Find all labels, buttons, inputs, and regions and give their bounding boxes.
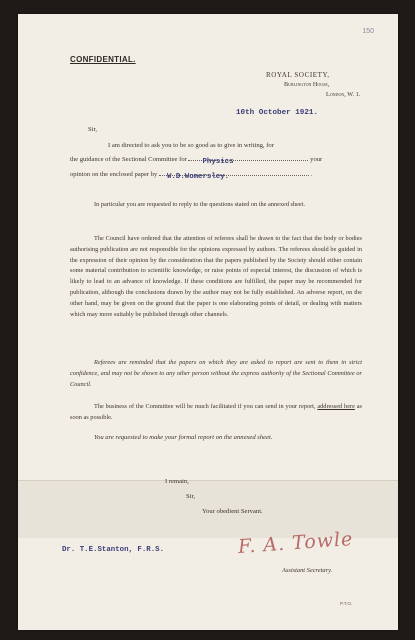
letter-sheet	[18, 14, 398, 630]
footer-code: P.T.O.	[340, 601, 353, 606]
address-line-3: London, W. 1.	[326, 91, 361, 98]
body-p1-text-c: your	[310, 156, 323, 163]
committee-blank	[188, 158, 308, 166]
recipient: Dr. T.E.Stanton, F.R.S.	[62, 546, 165, 554]
closing-line-3: Your obedient Servant.	[202, 508, 263, 515]
fold-line	[18, 480, 398, 481]
signatory-title: Assistant Secretary.	[282, 567, 333, 574]
body-p1-line1: I am directed to ask you to be so good as to give in writing, for	[108, 142, 274, 149]
signature: F. A. Towle	[237, 528, 354, 558]
body-p2: In particular you are requested to reply to the questions stated on the annexed sheet.	[94, 201, 306, 208]
body-p1-line2	[70, 154, 322, 165]
body-p3: The Council have ordered that the attention of referees shall be drawn to the fact that the body or bodies authorising publication are not responsible for the opinions expressed by authors. The referees should be guided in the expression of their opinion by the consideration that the papers published by the Society should either contain some material contribution to scientific knowledge, or raise points of especial interest, the discussion of which is likely to lead to an advance of knowledge. If these conditions are fulfilled, the paper may be recommended for publication, although the conclusions drawn by the author may not be fully established. An adverse report, on the other hand, may be given on the ground that the paper is one elaborating points of detail, or dealing with matters which may more suitably be published through other channels.	[70, 235, 362, 318]
body-p1-text-e: .	[310, 171, 313, 178]
address-line-1: ROYAL SOCIETY,	[266, 71, 330, 79]
closing-line-1: I remain,	[165, 478, 189, 485]
body-p1-text-d: opinion on the enclosed paper by	[70, 171, 158, 178]
body-p4: Referees are reminded that the papers on which they are asked to report are sent to them in strict confidence, and may not be shown to any other person without the express authority of the Sectional Committee or Council.	[70, 359, 362, 388]
closing-line-2: Sir,	[186, 493, 196, 500]
body-p1-line3	[70, 169, 312, 180]
confidential-heading: CONFIDENTIAL.	[70, 55, 136, 64]
body-p5-text-a: The business of the Committee will be much facilitated if you can send in your report,	[94, 403, 316, 410]
committee-name: Physics	[202, 158, 234, 166]
salutation: Sir,	[88, 126, 98, 133]
body-p5-text-c: as soon as possible.	[70, 403, 363, 421]
author-name: W.D.Womersley.	[167, 173, 230, 181]
address-line-2: Burlington House,	[284, 81, 330, 88]
margin-note: 150	[362, 28, 374, 35]
body-p5-addressed: addressed here	[317, 403, 355, 410]
letter-date: 10th October 1921.	[236, 109, 319, 117]
author-blank	[159, 173, 309, 181]
body-p6: You are requested to make your formal report on the annexed sheet.	[94, 434, 273, 441]
body-p1-text-b: the guidance of the Sectional Committee for	[70, 156, 187, 163]
body-p5	[70, 402, 362, 424]
